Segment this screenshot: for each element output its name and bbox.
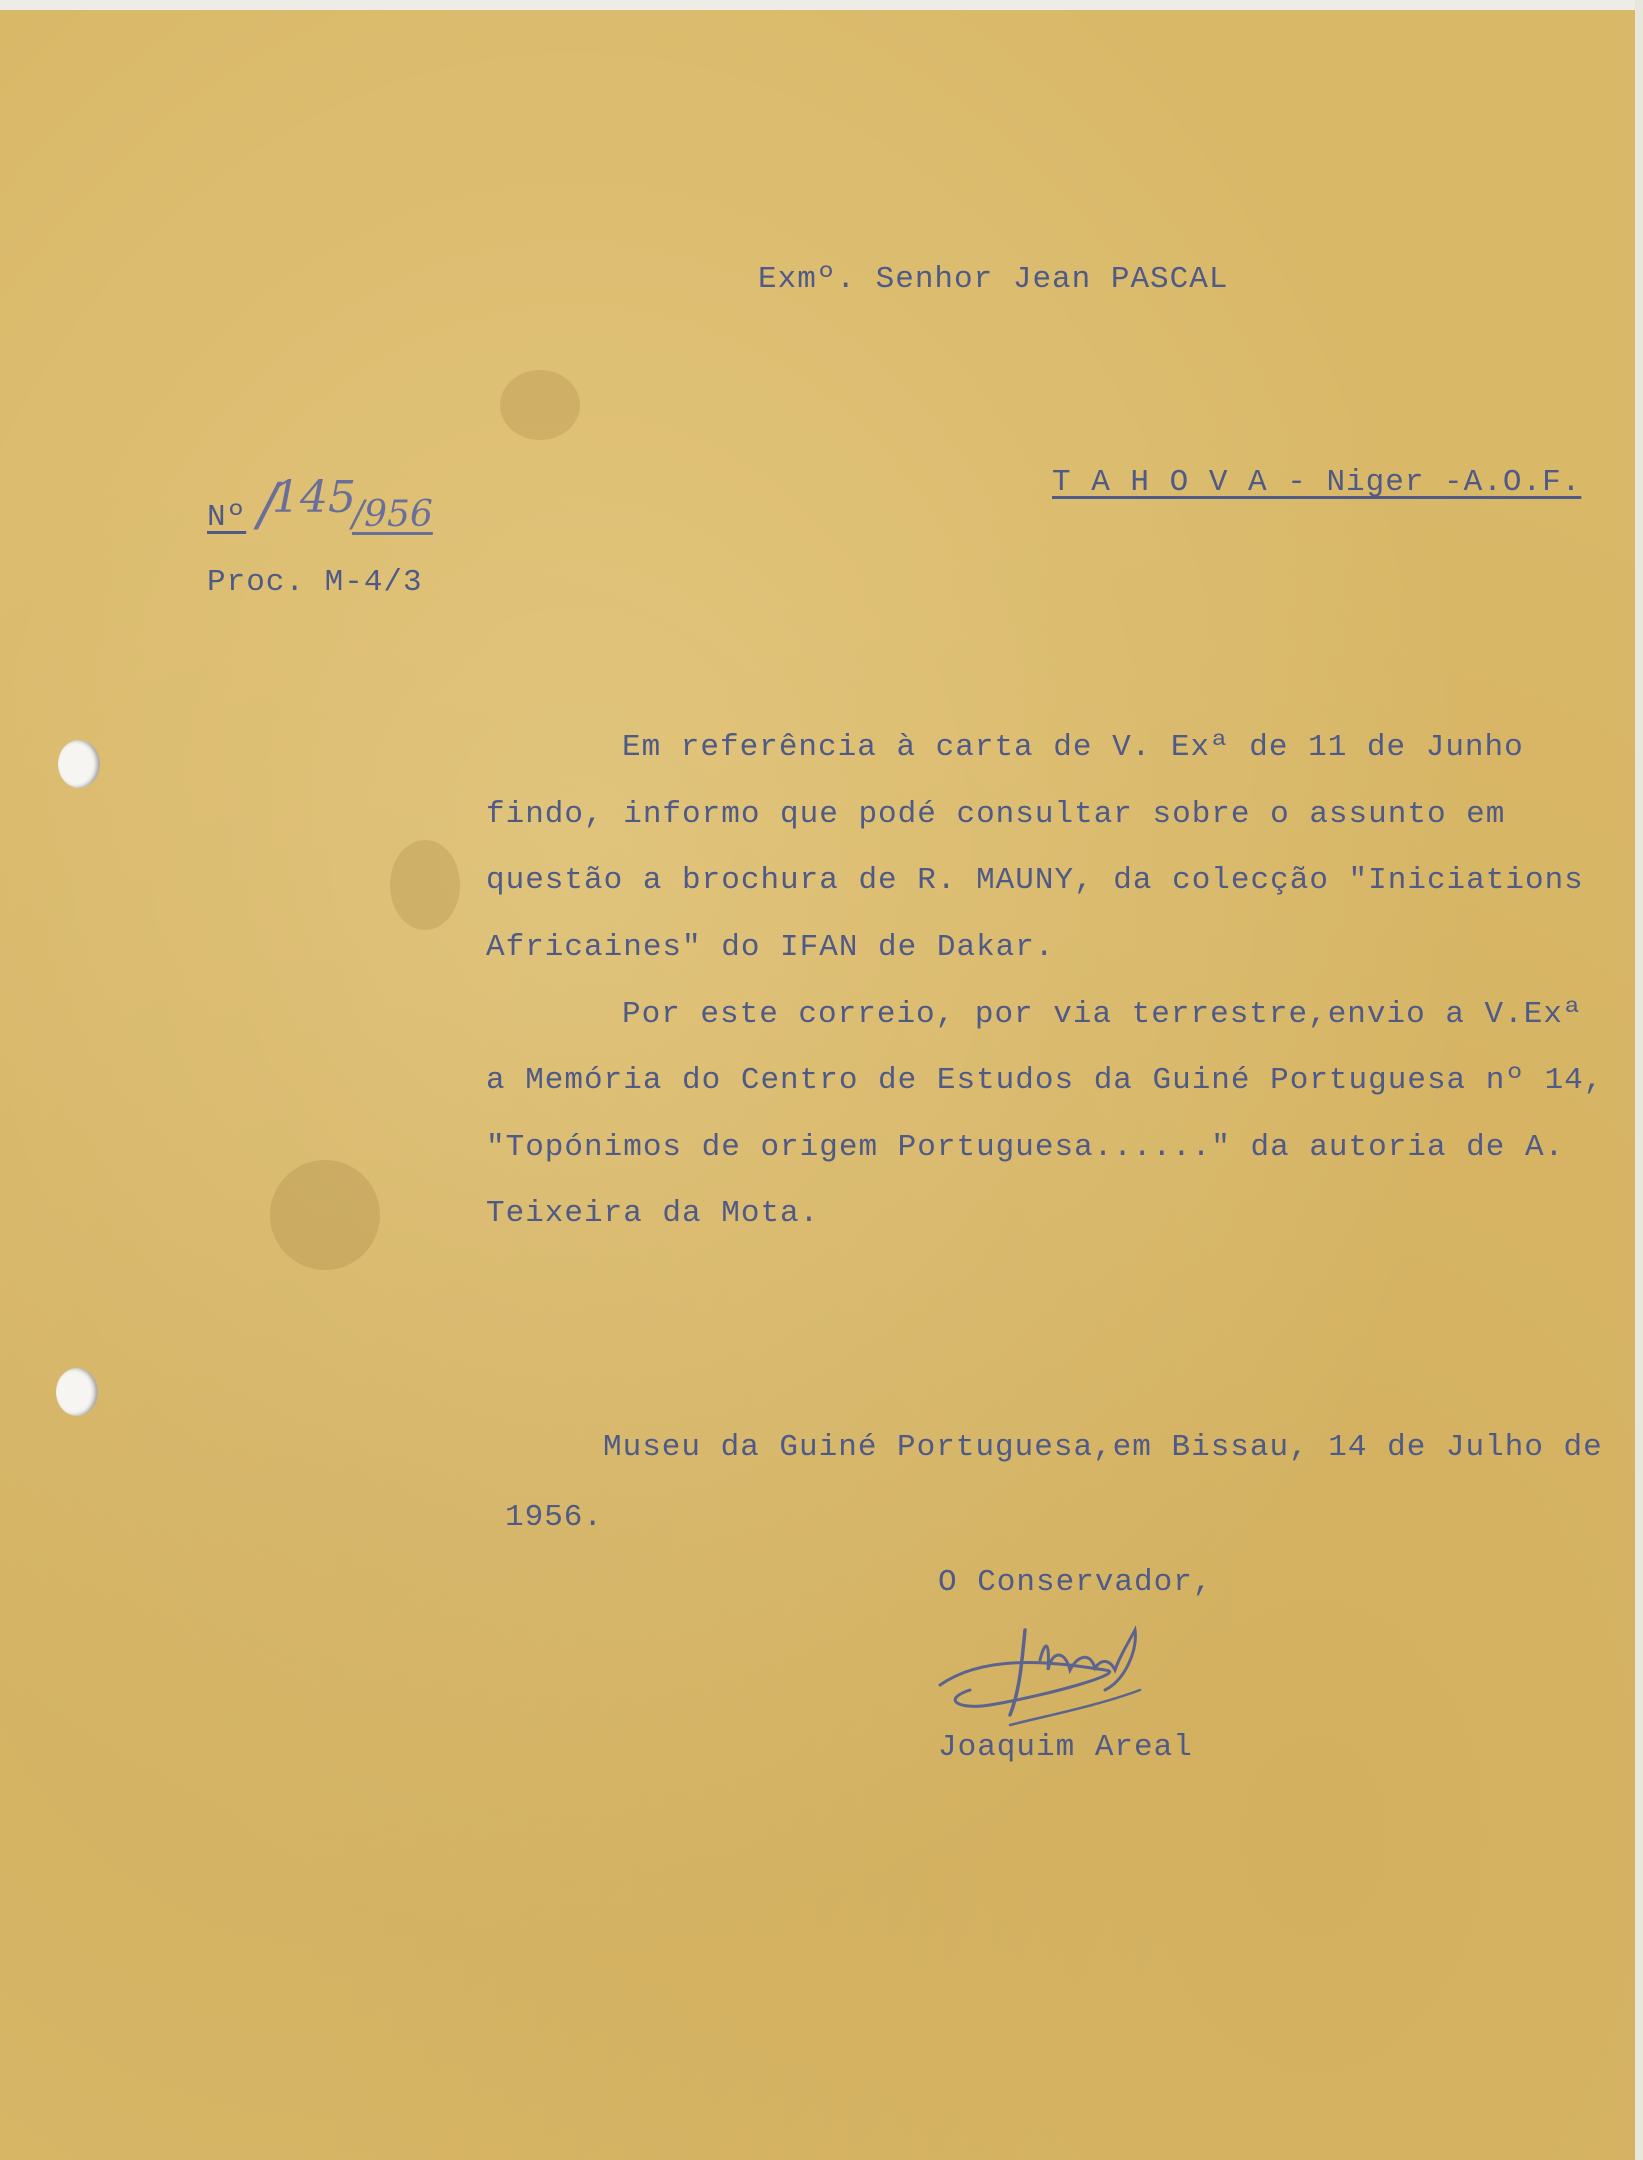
scan-edge-top [0,0,1643,10]
process-reference: Proc. M-4/3 [207,565,423,600]
reference-number-label: Nº [207,500,247,535]
body-line: a Memória do Centro de Estudos da Guiné Portuguesa nº 14, [486,1063,1604,1098]
body-line: Em referência à carta de V. Exª de 11 de Junho [622,730,1524,765]
paper-stain [390,840,460,930]
body-line: "Topónimos de origem Portuguesa......" da autoria de A. [486,1130,1565,1165]
signature-text: JAreal [930,1610,934,1611]
body-line: findo, informo que podé consultar sobre o assunto em [486,797,1506,832]
reference-number-year: /956 [352,494,433,535]
scan-edge-right [1635,0,1643,2160]
place-date-year: 1956. [505,1500,604,1535]
body-line: Teixeira da Mota. [486,1196,820,1231]
signatory-name: Joaquim Areal [938,1730,1193,1765]
recipient-salutation: Exmº. Senhor Jean PASCAL [758,262,1229,297]
signatory-title: O Conservador, [938,1565,1213,1600]
punch-hole [56,1368,98,1416]
body-line: questão a brochura de R. MAUNY, da colecção "Iniciations [486,863,1584,898]
body-line: Africaines" do IFAN de Dakar. [486,930,1055,965]
place-date-line: Museu da Guiné Portuguesa,em Bissau, 14 de Julho de [603,1430,1603,1465]
paper-stain [270,1160,380,1270]
recipient-address: T A H O V A - Niger -A.O.F. [1052,465,1582,500]
signature [930,1610,1230,1740]
body-line: Por este correio, por via terrestre,envio a V.Exª [622,997,1583,1032]
reference-number-handwritten: 145 [272,472,356,523]
punch-hole [58,740,100,788]
slash-mark: / [258,470,278,538]
paper-stain [500,370,580,440]
